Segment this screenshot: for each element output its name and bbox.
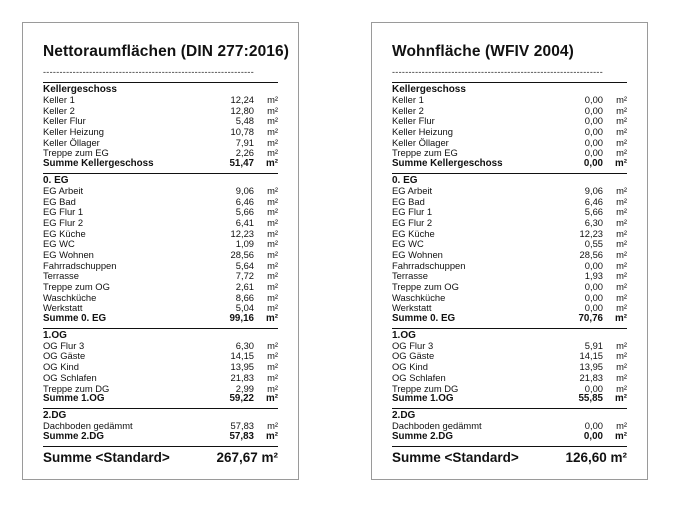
room-label: Keller 1: [392, 94, 424, 105]
unit-label: m²: [267, 126, 278, 138]
unit-label: m²: [267, 281, 278, 292]
area-value: 0,00: [584, 302, 603, 314]
room-label: Treppe zum OG: [43, 281, 110, 292]
room-label: Keller Flur: [43, 115, 86, 127]
sum-room-label: Summe Kellergeschoss: [43, 158, 154, 170]
sum-unit-label: m²: [266, 158, 278, 170]
table-row: [43, 373, 278, 384]
sum-unit-label: m²: [266, 393, 278, 405]
unit-label: m²: [267, 371, 278, 383]
room-label: Waschküche: [392, 291, 446, 303]
section-gap: [43, 405, 278, 407]
sum-room-label: Summe 1.OG: [43, 393, 105, 405]
sum-room-label: Summe 0. EG: [43, 313, 107, 325]
unit-label: m²: [616, 126, 627, 138]
unit-label: m²: [616, 238, 627, 250]
section-heading: 0. EG: [392, 174, 418, 186]
sum-unit-label: m²: [266, 313, 278, 325]
sum-area-value: 59,22: [229, 393, 254, 405]
area-value: 0,00: [584, 136, 603, 148]
area-value: 1,93: [584, 270, 603, 282]
area-value: 21,83: [579, 371, 603, 383]
table-row: [43, 218, 278, 229]
unit-label: m²: [616, 195, 627, 207]
section-divider: [392, 328, 627, 329]
section-gap: [43, 442, 278, 444]
room-label: OG Flur 3: [43, 339, 85, 351]
unit-label: m²: [267, 104, 278, 116]
room-label: OG Kind: [392, 361, 428, 373]
sum-unit-label: m²: [615, 158, 627, 170]
area-value: 0,00: [584, 147, 603, 159]
area-value: 14,15: [579, 350, 603, 362]
unit-label: m²: [267, 270, 278, 282]
sum-room-label: Summe 2.DG: [43, 430, 104, 442]
area-value: 0,00: [584, 126, 603, 138]
unit-label: m²: [616, 136, 627, 148]
area-value: 6,46: [235, 195, 254, 207]
area-value: 7,91: [235, 136, 254, 148]
unit-label: m²: [267, 94, 278, 105]
area-value: 28,56: [230, 248, 254, 260]
sum-row: [43, 432, 278, 443]
room-label: Werkstatt: [392, 302, 432, 314]
area-value: 14,15: [230, 350, 254, 362]
area-value: 0,00: [584, 281, 603, 292]
room-label: OG Schlafen: [392, 371, 446, 383]
sum-area-value: 55,85: [578, 393, 603, 405]
sum-area-value: 0,00: [583, 158, 603, 170]
sum-area-value: 0,00: [583, 430, 603, 442]
area-value: 5,48: [235, 115, 254, 127]
sum-area-value: 51,47: [229, 158, 254, 170]
unit-label: m²: [616, 206, 627, 218]
room-label: EG Flur 1: [43, 206, 84, 218]
room-label: EG WC: [392, 238, 424, 250]
room-label: Terrasse: [392, 270, 428, 282]
room-label: EG Arbeit: [43, 184, 84, 196]
unit-label: m²: [267, 227, 278, 239]
unit-label: m²: [267, 206, 278, 218]
unit-label: m²: [267, 291, 278, 303]
room-label: EG Flur 1: [392, 206, 433, 218]
unit-label: m²: [267, 361, 278, 373]
unit-label: m²: [267, 382, 278, 394]
unit-label: m²: [616, 259, 627, 271]
sum-room-label: Summe 1.OG: [392, 393, 454, 405]
area-value: 7,72: [235, 270, 254, 282]
area-table: [392, 81, 627, 444]
unit-label: m²: [616, 350, 627, 362]
sheet-title: Wohnfläche (WFIV 2004): [392, 43, 574, 60]
room-label: Keller 2: [392, 104, 424, 116]
section-gap: [392, 442, 627, 444]
room-label: Werkstatt: [43, 302, 83, 314]
unit-label: m²: [616, 382, 627, 394]
unit-label: m²: [267, 115, 278, 127]
section-divider: [392, 408, 627, 409]
area-value: 6,46: [584, 195, 603, 207]
area-value: 12,80: [230, 104, 254, 116]
room-label: EG Bad: [43, 195, 76, 207]
table-row: [43, 186, 278, 197]
area-value: 8,66: [235, 291, 254, 303]
area-value: 28,56: [579, 248, 603, 260]
area-value: 5,64: [235, 259, 254, 271]
room-label: EG Bad: [392, 195, 425, 207]
area-value: 1,09: [235, 238, 254, 250]
room-label: OG Flur 3: [392, 339, 434, 351]
room-label: OG Schlafen: [43, 371, 97, 383]
unit-label: m²: [267, 302, 278, 314]
room-label: OG Kind: [43, 361, 79, 373]
unit-label: m²: [616, 371, 627, 383]
area-value: 6,41: [235, 216, 254, 228]
unit-label: m²: [616, 270, 627, 282]
grand-total-value: 267,67 m²: [216, 450, 278, 465]
unit-label: m²: [616, 248, 627, 260]
table-row: [392, 373, 627, 384]
unit-label: m²: [267, 419, 278, 431]
section-divider: [43, 173, 278, 174]
unit-label: m²: [616, 281, 627, 292]
unit-label: m²: [267, 339, 278, 351]
room-label: OG Gäste: [43, 350, 86, 362]
section-divider: [43, 408, 278, 409]
room-label: Treppe zum EG: [392, 147, 458, 159]
sum-room-label: Summe Kellergeschoss: [392, 158, 503, 170]
sum-unit-label: m²: [615, 430, 627, 442]
section-divider: [43, 82, 278, 83]
area-value: 0,55: [584, 238, 603, 250]
section-heading: 2.DG: [392, 409, 416, 421]
area-value: 2,61: [235, 281, 254, 292]
area-value: 6,30: [235, 339, 254, 351]
unit-label: m²: [267, 184, 278, 196]
unit-label: m²: [267, 216, 278, 228]
room-label: Keller Heizung: [43, 126, 104, 138]
unit-label: m²: [616, 216, 627, 228]
sum-unit-label: m²: [266, 430, 278, 442]
unit-label: m²: [616, 361, 627, 373]
unit-label: m²: [267, 248, 278, 260]
section-heading: Kellergeschoss: [43, 84, 117, 95]
area-value: 10,78: [230, 126, 254, 138]
section-heading: 0. EG: [43, 174, 69, 186]
section-divider: [43, 328, 278, 329]
room-label: EG Flur 2: [43, 216, 84, 228]
room-label: Keller 1: [43, 94, 75, 105]
sum-row: [392, 394, 627, 405]
room-label: Keller Öllager: [43, 136, 100, 148]
unit-label: m²: [267, 350, 278, 362]
sum-room-label: Summe 2.DG: [392, 430, 453, 442]
grand-total-label: Summe <Standard>: [392, 450, 519, 465]
sum-area-value: 70,76: [578, 313, 603, 325]
sum-row: [43, 159, 278, 170]
area-value: 12,23: [230, 227, 254, 239]
sum-row: [392, 432, 627, 443]
sum-row: [43, 314, 278, 325]
area-value: 21,83: [230, 371, 254, 383]
room-label: Dachboden gedämmt: [43, 419, 133, 431]
room-label: Fahrradschuppen: [392, 259, 466, 271]
sum-unit-label: m²: [615, 313, 627, 325]
sum-row: [392, 159, 627, 170]
area-value: 0,00: [584, 104, 603, 116]
sum-row: [392, 314, 627, 325]
room-label: EG Wohnen: [43, 248, 94, 260]
unit-label: m²: [616, 147, 627, 159]
area-table: [43, 81, 278, 444]
room-label: Treppe zum DG: [392, 382, 459, 394]
sum-area-value: 99,16: [229, 313, 254, 325]
unit-label: m²: [616, 419, 627, 431]
area-value: 5,91: [584, 339, 603, 351]
unit-label: m²: [616, 302, 627, 314]
area-value: 12,23: [579, 227, 603, 239]
room-label: EG Flur 2: [392, 216, 433, 228]
section-heading: 1.OG: [392, 329, 416, 341]
sum-unit-label: m²: [615, 393, 627, 405]
grand-total-row: [392, 446, 627, 467]
area-value: 0,00: [584, 419, 603, 431]
section-heading: 2.DG: [43, 409, 67, 421]
table-row: [43, 421, 278, 432]
unit-label: m²: [616, 115, 627, 127]
section-gap: [392, 325, 627, 327]
unit-label: m²: [616, 104, 627, 116]
section-heading: 1.OG: [43, 329, 67, 341]
unit-label: m²: [616, 339, 627, 351]
section-gap: [392, 405, 627, 407]
area-value: 2,99: [235, 382, 254, 394]
grand-total-label: Summe <Standard>: [43, 450, 170, 465]
room-label: Dachboden gedämmt: [392, 419, 482, 431]
area-value: 57,83: [230, 419, 254, 431]
unit-label: m²: [616, 94, 627, 105]
sheet-nettoraumflaechen: [22, 22, 299, 480]
room-label: EG Küche: [43, 227, 86, 239]
room-label: EG Wohnen: [392, 248, 443, 260]
room-label: EG WC: [43, 238, 75, 250]
room-label: EG Küche: [392, 227, 435, 239]
unit-label: m²: [616, 184, 627, 196]
area-value: 13,95: [579, 361, 603, 373]
room-label: Treppe zum EG: [43, 147, 109, 159]
grand-total-value: 126,60 m²: [565, 450, 627, 465]
sum-room-label: Summe 0. EG: [392, 313, 456, 325]
table-row: [392, 186, 627, 197]
section-divider: [392, 173, 627, 174]
grand-total-row: [43, 446, 278, 467]
area-value: 0,00: [584, 291, 603, 303]
area-value: 13,95: [230, 361, 254, 373]
unit-label: m²: [267, 147, 278, 159]
unit-label: m²: [267, 259, 278, 271]
section-gap: [43, 170, 278, 172]
area-value: 0,00: [584, 382, 603, 394]
room-label: Waschküche: [43, 291, 97, 303]
room-label: OG Gäste: [392, 350, 435, 362]
room-label: Treppe zum OG: [392, 281, 459, 292]
room-label: Keller 2: [43, 104, 75, 116]
area-value: 5,66: [235, 206, 254, 218]
room-label: Keller Flur: [392, 115, 435, 127]
sheet-title: Nettoraumflächen (DIN 277:2016): [43, 43, 290, 60]
area-value: 0,00: [584, 94, 603, 105]
room-label: Terrasse: [43, 270, 79, 282]
table-row: [392, 218, 627, 229]
area-value: 5,66: [584, 206, 603, 218]
section-gap: [392, 170, 627, 172]
unit-label: m²: [267, 136, 278, 148]
area-value: 9,06: [235, 184, 254, 196]
dashed-divider: ----------------------------------------------------------------: [43, 67, 255, 77]
unit-label: m²: [616, 227, 627, 239]
dashed-divider: ----------------------------------------------------------------: [392, 67, 604, 77]
sum-area-value: 57,83: [229, 430, 254, 442]
area-value: 5,04: [235, 302, 254, 314]
area-value: 6,30: [584, 216, 603, 228]
unit-label: m²: [616, 291, 627, 303]
area-value: 0,00: [584, 115, 603, 127]
room-label: Treppe zum DG: [43, 382, 110, 394]
unit-label: m²: [267, 238, 278, 250]
sum-row: [43, 394, 278, 405]
room-label: Fahrradschuppen: [43, 259, 117, 271]
section-gap: [43, 325, 278, 327]
table-row: [392, 421, 627, 432]
area-value: 2,26: [235, 147, 254, 159]
sheet-wohnflaeche: [371, 22, 648, 480]
area-value: 12,24: [230, 94, 254, 105]
room-label: Keller Öllager: [392, 136, 449, 148]
room-label: EG Arbeit: [392, 184, 433, 196]
room-label: Keller Heizung: [392, 126, 453, 138]
area-value: 9,06: [584, 184, 603, 196]
area-value: 0,00: [584, 259, 603, 271]
section-heading: Kellergeschoss: [392, 84, 466, 95]
section-divider: [392, 82, 627, 83]
unit-label: m²: [267, 195, 278, 207]
